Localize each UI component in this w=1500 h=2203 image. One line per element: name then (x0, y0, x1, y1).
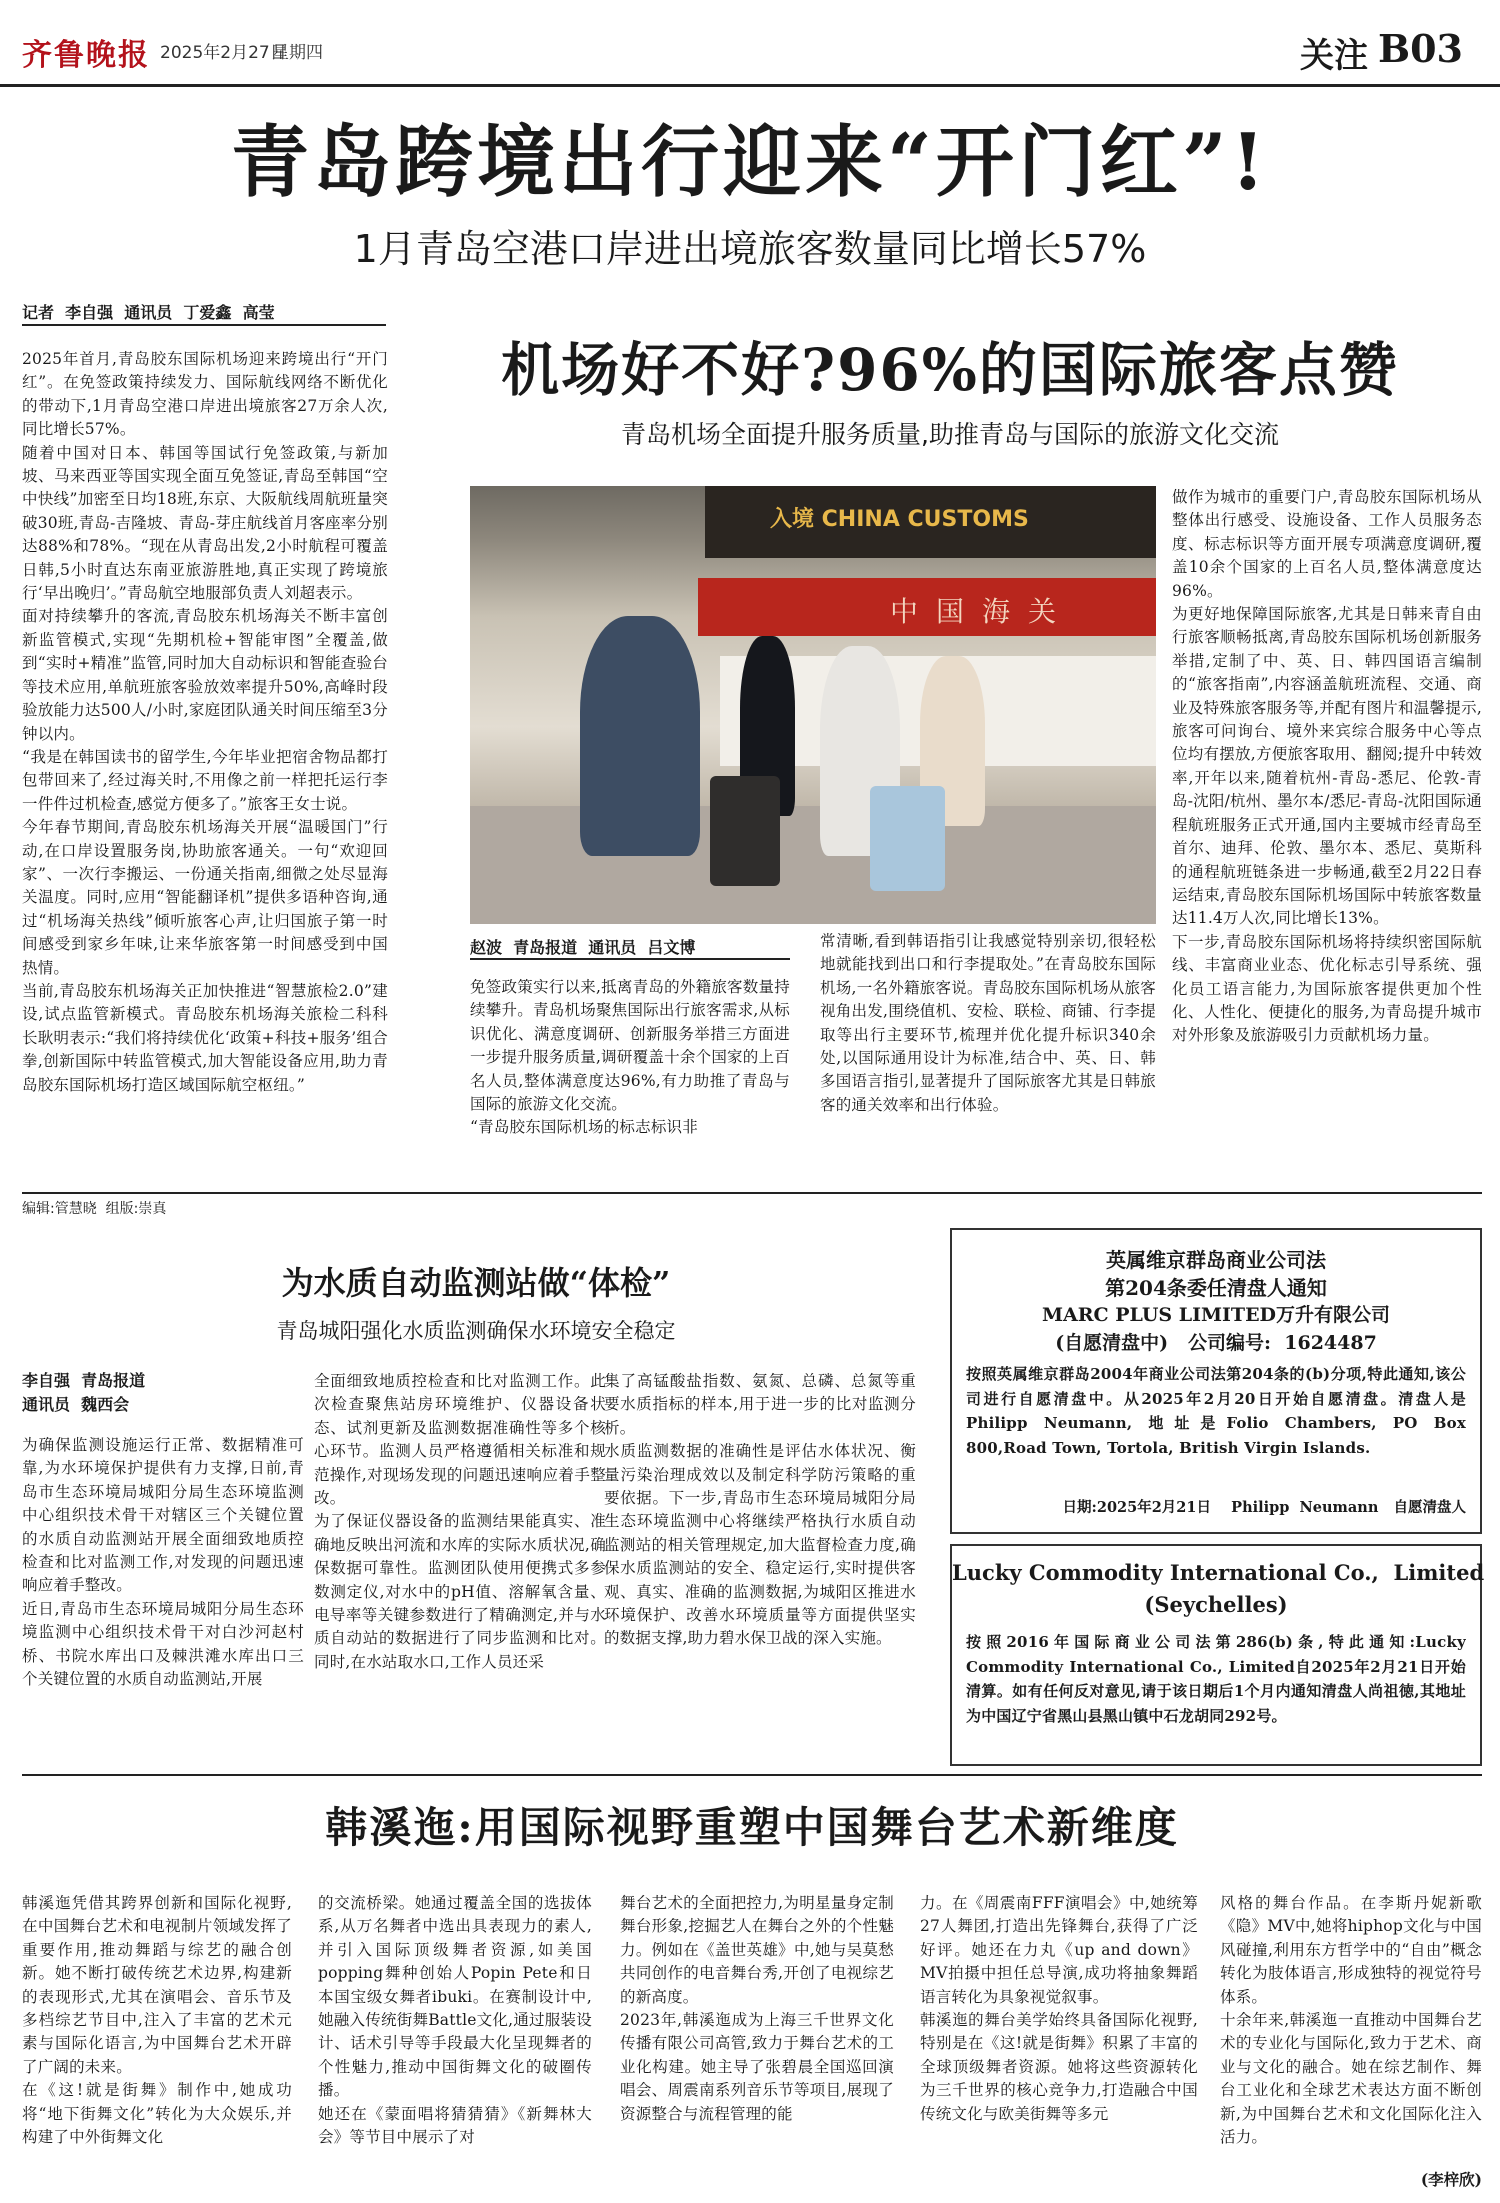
water-col1: 为确保监测设施运行正常、数据精准可靠,为水环境保护提供有力支撑,日前,青岛市生态环境局城阳分局生态环境监测中心组织技术骨干对辖区三个关键位置的水质自动监测站开展全面细致地质控检查和比对监测工作,对发现的问题迅速响应着手整改。 近日,青岛市生态环境局城阳分局生态环境监测中心组织技术骨干对白沙河赵村桥、书院水库出口及棘洪滩水库出口三个关键位置的水质自动监测站,开展 (22, 1436, 304, 1689)
feature-byline-rule (470, 958, 790, 960)
feature-byline: 赵波 青岛报道 通讯员 吕文博 (470, 938, 696, 957)
masthead-rule (0, 84, 1500, 87)
dance-author: (李梓欣) (1420, 2170, 1482, 2189)
editor-line: 编辑:管慧晓 组版:崇真 (22, 1201, 167, 1217)
photo-band-text: 中国海关 (890, 595, 1075, 628)
photo-suitcase (870, 786, 945, 891)
masthead-logo: 齐鲁晚报 (22, 38, 150, 73)
dance-top-rule (22, 1774, 1482, 1776)
liquidation-notice-marc-plus (950, 1228, 1482, 1534)
feature-headline: 机场好不好?96%的国际旅客点赞 (501, 336, 1399, 404)
issue-date: 2025年2月27日 (160, 43, 287, 63)
lead-byline: 记者 李自强 通讯员 丁爱鑫 高莹 (22, 303, 275, 322)
photo-traveler (580, 616, 700, 856)
water-subhead: 青岛城阳强化水质监测确保水环境安全稳定 (276, 1319, 676, 1343)
notice1-title2: 第204条委任清盘人通知 (1105, 1276, 1327, 1300)
dance-col5: 风格的舞台作品。在李斯丹妮新歌《隐》MV中,她将hiphop文化与中国风碰撞,利用东方哲学中的“自由”概念转化为肢体语言,形成独特的视觉符号体系。 十余年来,韩溪迤一直推动中国舞台艺术的专业化与国际化,致力于艺术、商业与文化的融合。她在综艺制作、舞台工业化和全球艺术表达方面不断创新,为中国舞台艺术和文化国际化注入活力。 (1220, 1894, 1482, 2147)
liquidation-notice-lucky-commodity (950, 1544, 1485, 1766)
notice2-title2: (Seychelles) (1144, 1592, 1288, 1617)
issue-weekday: 星期四 (272, 43, 323, 63)
notice2-title1: Lucky Commodity International Co., Limited (952, 1560, 1485, 1585)
notice1-body: 按照英属维京群岛2004年商业公司法第204条的(b)分项,特此通知,该公司进行自愿清盘中。从2025年2月20日开始自愿清盘。清盘人是Philipp Neumann, 地址是Folio Chambers, PO Box 800,Road Town, Tortola, British Virgin Islands. (966, 1365, 1466, 1457)
water-headline: 为水质自动监测站做“体检” (281, 1264, 671, 1302)
dance-col3: 舞台艺术的全面把控力,为明星量身定制舞台形象,挖掘艺人在舞台之外的个性魅力。例如在《盖世英雄》中,她与吴莫愁共同创作的电音舞台秀,开创了电视综艺的新高度。 2023年,韩溪迤成为上海三千世界文化传播有限公司高管,致力于舞台艺术的工业化构建。她主导了张碧晨全国巡回演唱会、周震南系列音乐节等项目,展现了资源整合与流程管理的能 (620, 1894, 894, 2123)
dance-col4: 力。在《周震南FFF演唱会》中,她统筹27人舞团,打造出先锋舞台,获得了广泛好评。她还在力丸《up and down》MV拍摄中担任总导演,成功将抽象舞蹈语言转化为具象视觉叙事。 韩溪迤的舞台美学始终具备国际化视野,特别是在《这!就是街舞》积累了丰富的全球顶级舞者资源。她将这些资源转化为三千世界的核心竞争力,打造融合中国传统文化与欧美街舞等多元 (920, 1894, 1198, 2123)
lead-subhead: 1月青岛空港口岸进出境旅客数量同比增长57% (353, 227, 1147, 271)
notice1-date-line: 日期:2025年2月21日 Philipp Neumann 自愿清盘人 (1062, 1499, 1466, 1516)
notice1-status: (自愿清盘中) 公司编号: 1624487 (1055, 1332, 1377, 1354)
notice2-body: 按照2016年国际商业公司法第286(b)条,特此通知:Lucky Commodity International Co., Limited自2025年2月21日开始清算。如有任何反对意见,请于该日期后1个月内通知清盘人尚祖徳,其地址为中国辽宁省黑山县黑山镇中石龙胡同292号。 (966, 1633, 1466, 1725)
water-col3: 集了高锰酸盐指数、氨氮、总磷、总氮等重要水质指标的样本,用于进一步的比对监测分析。 水质监测数据的准确性是评估水体状况、衡量污染治理成效以及制定科学防污策略的重要依据。下一步,青岛市生态环境局城阳分局生态环境监测中心将继续严格执行水质自动监测站的相关管理规定,加大监督检查力度,确保水质监测站的安全、稳定运行,实时提供客观、真实、准确的监测数据,为城阳区推进水环境保护、改善水环境质量等方面提供坚实的数据支撑,助力碧水保卫战的深入实施。 (604, 1372, 916, 1648)
water-col2: 全面细致地质控检查和比对监测工作。此次检查聚焦站房环境维护、仪器设备状态、试剂更新及监测数据准确性等多个核心环节。监测人员严格遵循相关标准和规范操作,对现场发现的问题迅速响应着手整改。 为了保证仪器设备的监测结果能真实、准确地反映出河流和水库的实际水质状况,确保数据可靠性。监测团队使用便携式多参数测定仪,对水中的pH值、溶解氧含量、电导率等关键参数进行了精确测定,并与水质自动站的数据进行了同步监测和比对。同时,在水站取水口,工作人员还采 (314, 1372, 606, 1671)
dance-headline: 韩溪迤:用国际视野重塑中国舞台艺术新维度 (325, 1803, 1179, 1852)
photo-floor (470, 806, 1156, 924)
airport-customs-photo (470, 486, 1156, 924)
lead-headline: 青岛跨境出行迎来“开门红”! (231, 117, 1269, 208)
notice1-title1: 英属维京群岛商业公司法 (1106, 1248, 1326, 1272)
notice1-company: MARC PLUS LIMITED万升有限公司 (1041, 1304, 1391, 1326)
feature-col2: 常清晰,看到韩语指引让我感觉特别亲切,很轻松地就能找到出口和行李提取处。”在青岛胶东国际机场,一名外籍旅客说。青岛胶东国际机场从旅客视角出发,围绕值机、安检、联检、商铺、行李提取等出行主要环节,梳理并优化提升标识340余处,以国际通用设计为标准,结合中、英、日、韩多国语言指引,显著提升了国际旅客尤其是日韩旅客的通关效率和出行体验。 (820, 932, 1156, 1114)
lead-body: 2025年首月,青岛胶东国际机场迎来跨境出行“开门红”。在免签政策持续发力、国际航线网络不断优化的带动下,1月青岛空港口岸进出境旅客27万余人次,同比增长57%。 随着中国对日本、韩国等国试行免签政策,与新加坡、马来西亚等国实现全面互免签证,青岛至韩国“空中快线”加密至日均18班,东京、大阪航线周航班量突破30班,青岛-吉隆坡、青岛-芽庄航线首月客座率分别达88%和78%。“现在从青岛出发,2小时航程可覆盖日韩,5小时直达东南亚旅游胜地,真正实现了跨境旅行‘早出晚归’。”青岛航空地服部负责人刘超表示。 面对持续攀升的客流,青岛胶东机场海关不断丰富创新监管模式,实现“先期机检+智能审图”全覆盖,做到“实时+精准”监管,同时加大自动标识和智能查验台等技术应用,单航班旅客验放效率提升50%,高峰时段验放能力达500人/小时,家庭团队通关时间压缩至3分钟以内。 “我是在韩国读书的留学生,今年毕业把宿舍物品都打包带回来了,经过海关时,不用像之前一样把托运行李一件件过机检查,感觉方便多了。”旅客王女士说。 今年春节期间,青岛胶东机场海关开展“温暖国门”行动,在口岸设置服务岗,协助旅客通关。一句“欢迎回家”、一次行李搬运、一份通关指南,细微之处尽显海关温度。同时,应用“智能翻译机”提供多语种咨询,通过“机场海关热线”倾听旅客心声,让归国旅子第一时间感受到家乡年味,让来华旅客第一时间感受到中国热情。 当前,青岛胶东机场海关正加快推进“智慧旅检2.0”建设,试点监管新模式。青岛胶东机场海关旅检二科科长耿明表示:“我们将持续优化‘政策+科技+服务’组合拳,创新国际中转监管模式,加大智能设备应用,助力青岛胶东国际机场打造区域国际航空枢纽。” (22, 350, 388, 1094)
dance-col1: 韩溪迤凭借其跨界创新和国际化视野,在中国舞台艺术和电视制片领域发挥了重要作用,推动舞蹈与综艺的融合创新。她不断打破传统艺术边界,构建新的表现形式,尤其在演唱会、音乐节及多档综艺节目中,注入了丰富的艺术元素与国际化语言,为中国舞台艺术开辟了广阔的未来。 在《这!就是街舞》制作中,她成功将“地下街舞文化”转化为大众娱乐,并构建了中外街舞文化 (22, 1894, 292, 2147)
section-name: 关注 (1300, 36, 1368, 76)
page-number: B03 (1378, 26, 1463, 71)
feature-subhead: 青岛机场全面提升服务质量,助推青岛与国际的旅游文化交流 (621, 420, 1279, 449)
water-byline-reporter: 李自强 青岛报道 (22, 1371, 146, 1390)
photo-suitcase (710, 776, 780, 886)
feature-col3: 做作为城市的重要门户,青岛胶东国际机场从整体出行感受、设施设备、工作人员服务态度、标志标识等方面开展专项满意度调研,覆盖10余个国家的上百名人员,整体满意度达96%。 为更好地保障国际旅客,尤其是日韩来青自由行旅客顺畅抵离,青岛胶东国际机场创新服务举措,定制了中、英、日、韩四国语言编制的“旅客指南”,内容涵盖航班流程、交通、商业及特殊旅客服务等,并配有图片和温馨提示,旅客可问询台、境外来宾综合服务中心等点位均有摆放,方便旅客取用、翻阅;提升中转效率,开年以来,随着杭州-青岛-悉尼、伦敦-青岛-沈阳/杭州、墨尔本/悉尼-青岛-沈阳国际通程航班服务正式开通,国内主要城市经青岛至首尔、迪拜、伦敦、墨尔本、悉尼、莫斯科的通程航班链条进一步畅通,截至2月22日春运结束,青岛胶东国际机场国际中转旅客数量达11.4万人次,同比增长13%。 下一步,青岛胶东国际机场将持续织密国际航线、丰富商业业态、优化标志引导系统、强化员工语言能力,为国际旅客提供更加个性化、人性化、便捷化的服务,为青岛提升城市对外形象及旅游吸引力贡献机场力量。 (1172, 488, 1482, 1045)
water-byline-correspondent: 通讯员 魏西会 (22, 1395, 130, 1414)
lead-byline-rule (22, 324, 386, 326)
feature-col1: 免签政策实行以来,抵离青岛的外籍旅客数量持续攀升。青岛机场聚焦国际出行旅客需求,从标识优化、满意度调研、创新服务举措三方面进一步提升服务质量,调研覆盖十余个国家的上百名人员,整体满意度达96%,有力助推了青岛与国际的旅游文化交流。 “青岛胶东国际机场的标志标识非 (470, 978, 790, 1137)
dance-col2: 的交流桥梁。她通过覆盖全国的选拔体系,从万名舞者中选出具表现力的素人,并引入国际顶级舞者资源,如美国popping舞种创始人Popin Pete和日本国宝级女舞者ibuki。在赛制设计中,她融入传统街舞Battle文化,通过服装设计、话术引导等手段最大化呈现舞者的个性魅力,推动中国街舞文化的破圈传播。 她还在《蒙面唱将猜猜猜》《新舞林大会》等节目中展示了对 (318, 1894, 592, 2147)
photo-sign-text: 入境 CHINA CUSTOMS (770, 507, 1029, 532)
section-rule (22, 1192, 1482, 1194)
